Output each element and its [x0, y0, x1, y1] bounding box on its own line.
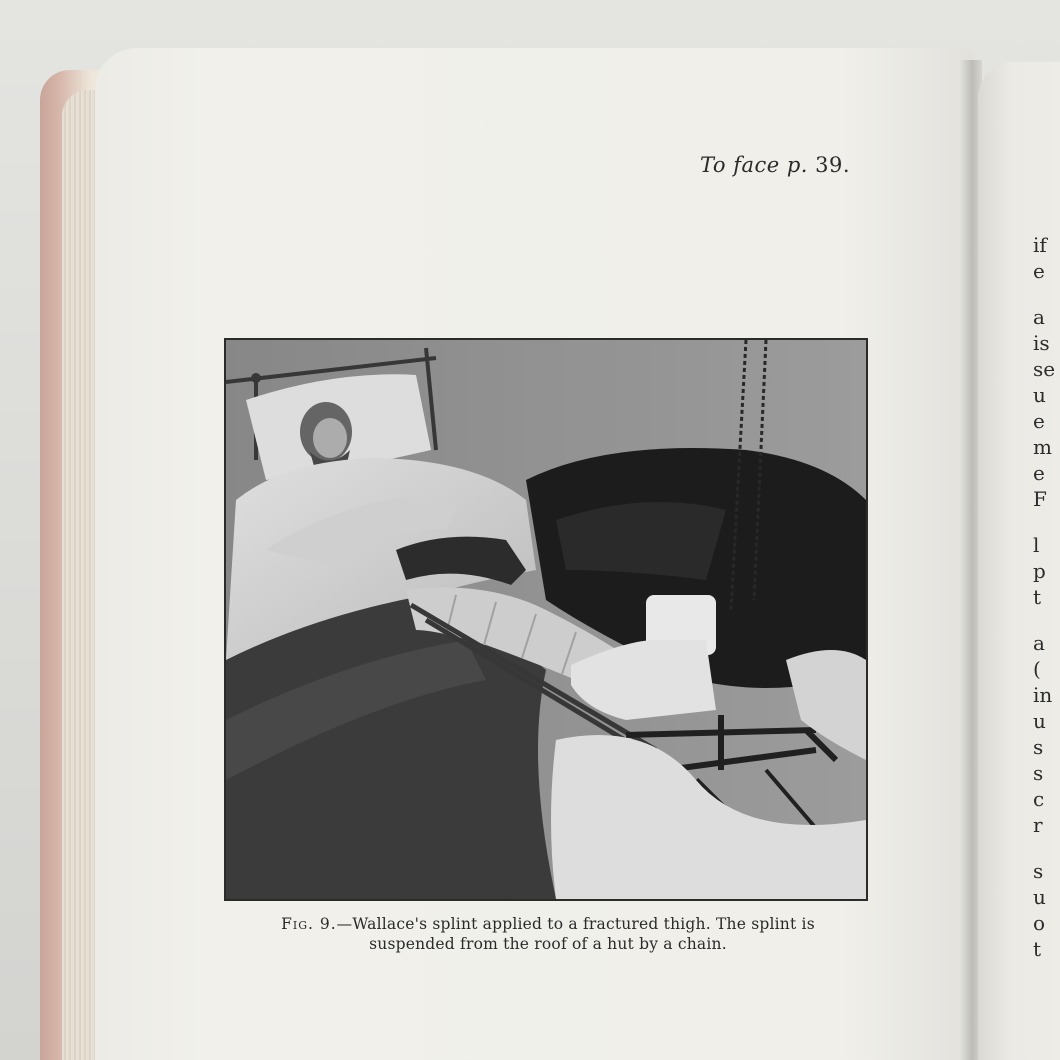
photo-patient-in-bed-with-leg-splint-icon [226, 340, 866, 899]
facing-page-line-fragment: s [1033, 859, 1044, 883]
facing-page-text-fragments [1033, 232, 1060, 962]
facing-page-line-fragment: s [1033, 761, 1044, 785]
running-head [700, 153, 860, 177]
running-head-page-number: 39. [815, 153, 851, 177]
paragraph-gap [1033, 610, 1060, 630]
facing-page-line-fragment: a [1033, 631, 1045, 655]
running-head-prefix: To face p. [700, 153, 808, 177]
facing-page-line-fragment: p [1033, 559, 1046, 583]
figure-caption [218, 914, 878, 954]
facing-page-line-fragment: c [1033, 787, 1045, 811]
facing-page-line-fragment: t [1033, 937, 1042, 961]
facing-page-line-fragment: e [1033, 259, 1045, 283]
facing-page-line-fragment: m [1033, 435, 1052, 459]
facing-page-line-fragment: e [1033, 461, 1045, 485]
facing-page-line-fragment: r [1033, 813, 1043, 837]
facing-page-line-fragment: in [1033, 683, 1053, 707]
caption-line-1-text: —Wallace's splint applied to a fractured thigh. The splint is [336, 915, 815, 933]
paragraph-gap [1033, 512, 1060, 532]
facing-page-line-fragment: e [1033, 409, 1045, 433]
facing-page-line-fragment: u [1033, 383, 1046, 407]
caption-figure-label: Fig. 9. [281, 915, 337, 933]
figure-photograph [224, 338, 868, 901]
caption-line-1 [218, 914, 878, 934]
facing-page-line-fragment: s [1033, 735, 1044, 759]
facing-page-line-fragment: a [1033, 305, 1045, 329]
facing-page-line-fragment: is [1033, 331, 1050, 355]
facing-page-line-fragment: se [1033, 357, 1056, 381]
facing-page-line-fragment: F [1033, 487, 1047, 511]
caption-line-2: suspended from the roof of a hut by a chain. [369, 935, 727, 953]
paragraph-gap [1033, 284, 1060, 304]
paragraph-gap [1033, 838, 1060, 858]
facing-page-line-fragment: l [1033, 533, 1040, 557]
facing-page-line-fragment: u [1033, 885, 1046, 909]
facing-page-line-fragment: ( [1033, 657, 1041, 681]
facing-page-line-fragment: t [1033, 585, 1042, 609]
facing-page-line-fragment: if [1033, 233, 1047, 257]
facing-page-line-fragment: o [1033, 911, 1046, 935]
facing-page-line-fragment: u [1033, 709, 1046, 733]
